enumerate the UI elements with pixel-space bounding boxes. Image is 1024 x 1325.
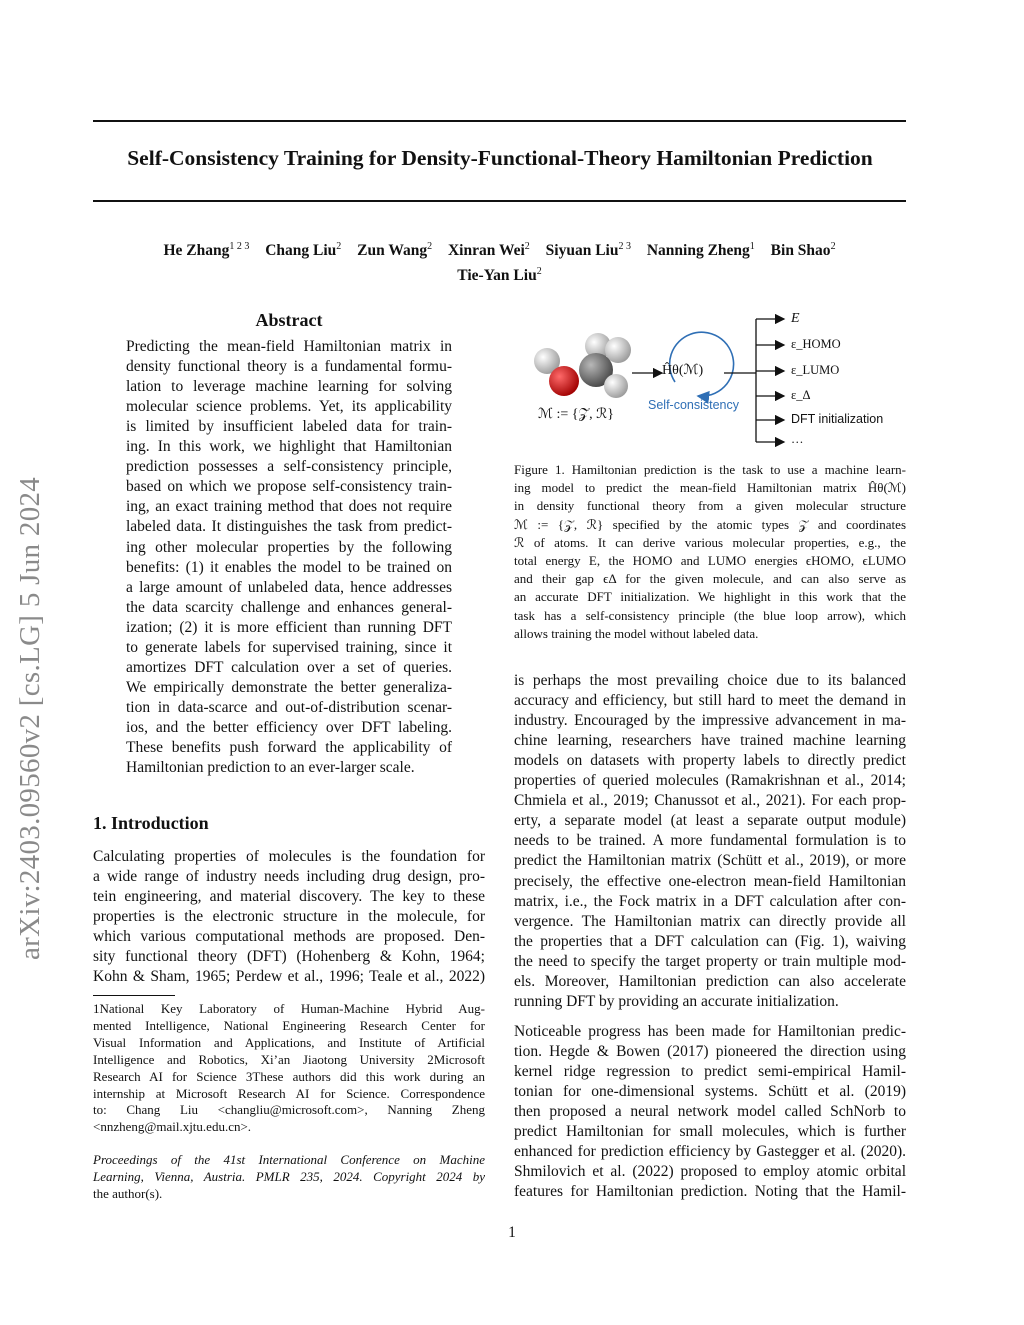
abstract-heading: Abstract [255, 310, 323, 330]
abstract-lines-line: prediction possesses a self-consistency principle, [126, 458, 452, 476]
output-energy-label: E [791, 311, 800, 326]
right-p1-line: predict the Hamiltonian matrix (Schütt et al., 2019), or more [514, 852, 906, 870]
introduction-heading: 1. Introduction [93, 813, 209, 833]
abstract-lines-line: based on which we propose self-consistency train- [126, 478, 452, 496]
abstract-lines-line: ing. In this work, we highlight that Hamiltonian [126, 438, 452, 456]
caption-lines-line: ℳ := {𝒵, ℛ} specified by the atomic types 𝒵 and coordinates [514, 516, 906, 532]
right-p1-line: the properties that a DFT calculation can (Fig. 1), waiving [514, 932, 906, 950]
abstract-lines-line: ization; (2) it is more efficient than running DFT [126, 618, 452, 636]
output-lumo-label: ε_LUMO [791, 363, 840, 377]
right-p1-line: running DFT by providing an accurate initialization. [514, 992, 839, 1010]
right-p1-line: industry. Encouraged by the impressive advancement in ma- [514, 712, 906, 730]
right-p1-line: models on datasets with property labels to directly predict [514, 752, 906, 770]
right-p2-line: tion. Hegde & Bowen (2017) pioneered the direction using [514, 1043, 906, 1061]
abstract-lines-line: a large amount of unlabeled data, hence addresses [126, 578, 452, 596]
author-list [93, 236, 906, 286]
abstract-lines-line: is limited by insufficient labeled data for train- [126, 418, 452, 436]
abstract-lines-line: Hamiltonian prediction to an ever-larger scale. [126, 759, 415, 777]
abstract-lines-line: Predicting the mean-field Hamiltonian matrix in [126, 338, 452, 355]
title-top-rule [93, 120, 906, 122]
author: Xinran Wei$^2$ [447, 241, 530, 259]
molecule-input-label: ℳ := {𝒵, ℛ} [538, 407, 615, 422]
footnote-lines-line: 1National Key Laboratory of Human-Machine Hybrid Aug- [93, 1001, 485, 1016]
right-p2-line: features for Hamiltonian prediction. Noting that the Hamil- [514, 1183, 906, 1201]
output-dft-init-label: DFT initialization [791, 412, 884, 426]
right-p1-line: Chmiela et al., 2019; Chanussot et al., 2021). For each prop- [514, 792, 906, 810]
abstract-lines-line: to generate labels for supervised training, since it [126, 638, 452, 656]
caption-lines-line: ℛ of atoms. It can derive various molecular properties, e.g., the [514, 534, 906, 550]
caption-lines-line: Figure 1. Hamiltonian prediction is the task to use a machine learn- [514, 462, 906, 477]
right-p2-line: then proposed a neural network model called SchNorb to [514, 1103, 906, 1121]
author: Zun Wang$^2$ [357, 241, 433, 259]
arxiv-identifier: arXiv:2403.09560v2 [cs.LG] 5 Jun 2024 [14, 476, 46, 960]
output-homo-label: ε_HOMO [791, 337, 841, 351]
intro-lines-line: tein engineering, and material discovery. The key to these [93, 888, 485, 906]
caption-lines-line: allows training the model without labeled data. [514, 625, 759, 641]
abstract-lines-line: lation to leverage machine learning for solving [126, 378, 452, 396]
right-p1-line: the need to specify the target property or train multiple mod- [514, 952, 906, 970]
abstract-lines-line: ing, an exact training method that does not require [126, 498, 452, 516]
author: Siyuan Liu$^{2 3}$ [545, 241, 631, 259]
abstract-lines-line: We empirically demonstrate the better generaliza- [126, 678, 452, 696]
paper-title: Self-Consistency Training for Density-Functional-Theory Hamiltonian Prediction [127, 146, 873, 170]
molecule-icon [534, 333, 631, 398]
figure-1-diagram [510, 300, 910, 452]
footnote-lines-line: Research AI for Science 3These authors did this work during an [93, 1068, 485, 1084]
intro-lines-line: which various computational methods are proposed. Den- [93, 928, 485, 946]
right-p2-line: kernel ridge regression to predict semi-empirical Hamil- [514, 1063, 906, 1081]
right-p1-line: precisely, the effective one-electron mean-field Hamiltonian [514, 872, 906, 890]
abstract-lines-line: ing other molecular properties by the following [126, 538, 452, 556]
right-p2-line: predict Hamiltonian for small molecules, which is further [514, 1123, 906, 1141]
author: Nanning Zheng$^1$ [646, 241, 755, 259]
abstract-lines-line: labeled data. It distinguishes the task from predict- [126, 518, 452, 536]
abstract-lines-line: ios, and the better efficiency over DFT labeling. [126, 718, 452, 736]
abstract-lines-line: These benefits push forward the applicability of [126, 739, 452, 756]
author: Chang Liu$^2$ [265, 241, 342, 259]
footnote-lines-line: internship at Microsoft Research AI for Science. Correspondence [93, 1085, 485, 1101]
abstract-lines-line: tion in data-scarce and out-of-distribution scenar- [126, 698, 452, 716]
right-p1-line: vergence. The Hamiltonian matrix can directly provide all [514, 912, 906, 930]
intro-lines-line: a wide range of industry needs including drug design, pro- [93, 868, 485, 886]
intro-lines-line: Calculating properties of molecules is the foundation for [93, 848, 485, 865]
abstract-lines-line: density functional theory is a fundamental formu- [126, 358, 452, 376]
right-p2-line: tonian for one-dimensional systems. Schütt et al. (2019) [514, 1083, 906, 1101]
output-more-label: … [791, 432, 804, 446]
right-p2-line: Shmilovich et al. (2022) proposed to employ atomic orbital [514, 1163, 906, 1181]
abstract-lines-line: molecular science problems. Yet, its applicability [126, 398, 452, 416]
self-consistency-label: Self-consistency [648, 398, 740, 412]
footnote-lines-line: to: Chang Liu <changliu@microsoft.com>, Nanning Zheng [93, 1102, 485, 1118]
right-p1-line: accuracy and efficiency, but still hard to meet the demand in [514, 692, 906, 710]
output-arrows [756, 319, 784, 442]
page-number: 1 [508, 1224, 516, 1241]
model-label: Ĥθ(ℳ) [662, 363, 704, 378]
footnote-lines-line: Visual Information and Applications, and Institute of Artificial [93, 1034, 485, 1050]
right-p1-line: matrix, i.e., the Fock matrix in a DFT calculation after con- [514, 892, 906, 910]
author: Tie-Yan Liu$^2$ [457, 266, 542, 284]
caption-lines-line: task has a self-consistency principle (the blue loop arrow), which [514, 607, 906, 623]
right-p1-line: properties of queried molecules (Ramakrishnan et al., 2014; [514, 772, 906, 790]
right-p1-line: els. Moreover, Hamiltonian prediction can also accelerate [514, 972, 906, 990]
right-p2-line: Noticeable progress has been made for Hamiltonian predic- [514, 1023, 906, 1040]
footnote-lines-line: Intelligence and Robotics, Xi’an Jiaotong University 2Microsoft [93, 1051, 485, 1067]
abstract-lines-line: the data scarcity challenge and enhances general- [126, 598, 452, 616]
intro-lines-line: sity functional theory (DFT) (Hohenberg & Kohn, 1964; [93, 948, 485, 966]
caption-lines-line: total energy E, the HOMO and LUMO energies ϵHOMO, ϵLUMO [514, 553, 906, 568]
abstract-lines-line: amortizes DFT calculation over a set of queries. [126, 658, 452, 676]
output-gap-label: ε_Δ [791, 388, 811, 402]
right-p1-line: chine learning, researchers have trained machine learning [514, 732, 906, 750]
proceedings-line: Learning, Vienna, Austria. PMLR 235, 2024. Copyright 2024 by [93, 1168, 485, 1184]
right-p1-line: is perhaps the most prevailing choice due to its balanced [514, 672, 906, 689]
caption-lines-line: and their gap ϵΔ for the given molecule, and can also serve as [514, 571, 906, 587]
footnote-lines-line: <nnzheng@mail.xjtu.edu.cn>. [93, 1119, 252, 1135]
proceedings-line: Proceedings of the 41st International Conference on Machine [93, 1152, 485, 1167]
right-p1-line: erty, a separate model (at least a separate output module) [514, 812, 906, 830]
proceedings-line: the author(s). [93, 1185, 163, 1201]
footnote-rule [93, 995, 175, 996]
intro-lines-line: properties is the electronic structure in the molecule, for [93, 908, 485, 926]
caption-lines-line: an accurate DFT initialization. We highlight in this work that the [514, 589, 906, 605]
abstract-lines-line: benefits: (1) it enables the model to be trained on [126, 558, 452, 576]
author: He Zhang$^{1 2 3}$ [163, 241, 250, 259]
author: Bin Shao$^2$ [770, 241, 836, 259]
right-p1-line: needs to be trained. A more fundamental formulation is to [514, 832, 906, 850]
footnote-lines-line: mented Intelligence, National Engineering Research Center for [93, 1017, 485, 1033]
caption-lines-line: ing model to predict the mean-field Hamiltonian matrix Ĥθ(ℳ) [514, 480, 906, 496]
title-bottom-rule [93, 200, 906, 202]
intro-lines-line: Kohn & Sham, 1965; Perdew et al., 1996; Teale et al., 2022) [93, 968, 485, 986]
right-p2-line: enhanced for prediction efficiency by Gastegger et al. (2020). [514, 1143, 906, 1161]
caption-lines-line: in density functional theory from a given molecular structure [514, 498, 906, 514]
